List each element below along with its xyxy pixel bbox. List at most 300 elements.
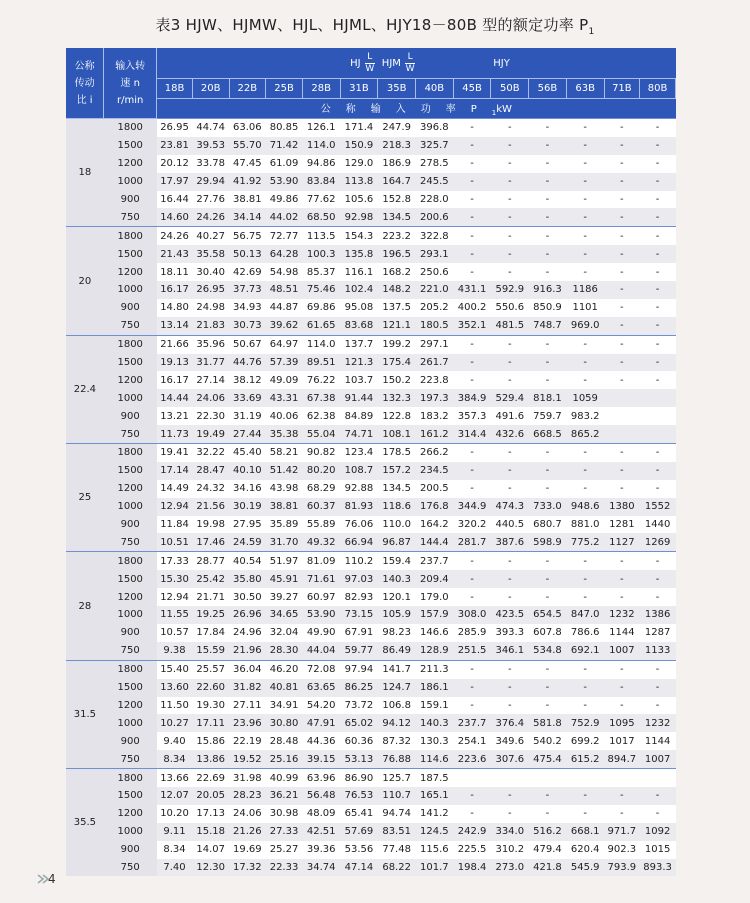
power-value-cell: - [604, 281, 640, 299]
power-value-cell: - [491, 588, 529, 606]
power-value-cell: 200.6 [416, 208, 454, 226]
power-value-cell: 14.60 [157, 208, 193, 226]
power-value-cell: 39.36 [302, 841, 340, 859]
power-value-cell: 234.5 [416, 462, 454, 480]
power-value-cell: 80.20 [302, 462, 340, 480]
power-value-cell: - [529, 371, 567, 389]
power-value-cell: 22.19 [229, 732, 266, 750]
power-value-cell: - [640, 173, 676, 191]
table-row [66, 245, 676, 263]
power-value-cell: 27.76 [192, 191, 229, 209]
size-header-cell: 56B [529, 79, 567, 99]
power-value-cell: 19.30 [192, 697, 229, 715]
power-value-cell: 27.14 [192, 371, 229, 389]
power-value-cell: 250.6 [416, 263, 454, 281]
power-value-cell: 108.1 [378, 425, 416, 443]
power-value-cell: 154.3 [340, 227, 378, 245]
power-value-cell: - [566, 805, 604, 823]
power-value-cell: 1007 [640, 750, 676, 768]
power-value-cell: - [640, 245, 676, 263]
power-value-cell: 60.97 [302, 588, 340, 606]
power-value-cell: 310.2 [491, 841, 529, 859]
speed-header: 输入转 速 n r/min [104, 48, 157, 119]
power-value-cell: - [491, 208, 529, 226]
power-value-cell: 1127 [604, 533, 640, 551]
power-label: 公称输入功率$P_1kW$ [157, 99, 676, 119]
power-value-cell: 529.4 [491, 389, 529, 407]
power-value-cell: 55.70 [229, 137, 266, 155]
power-value-cell: - [640, 335, 676, 353]
power-value-cell: 209.4 [416, 570, 454, 588]
table-row [66, 389, 676, 407]
power-value-cell: 1287 [640, 624, 676, 642]
power-value-cell: - [491, 371, 529, 389]
power-value-cell: - [640, 263, 676, 281]
power-value-cell: 45.91 [266, 570, 303, 588]
power-value-cell: 28.48 [266, 732, 303, 750]
power-value-cell: 748.7 [529, 317, 567, 335]
power-value-cell: 33.69 [229, 389, 266, 407]
power-value-cell: - [491, 155, 529, 173]
power-value-cell: - [453, 679, 491, 697]
power-value-cell: - [491, 263, 529, 281]
power-value-cell: 92.88 [340, 480, 378, 498]
power-value-cell: 11.73 [157, 425, 193, 443]
power-value-cell: 47.45 [229, 155, 266, 173]
power-value-cell: 668.1 [566, 823, 604, 841]
power-value-cell: 123.4 [340, 444, 378, 462]
power-value-cell: 25.42 [192, 570, 229, 588]
power-value-cell: 27.11 [229, 697, 266, 715]
power-value-cell: 20.12 [157, 155, 193, 173]
power-value-cell: - [453, 191, 491, 209]
power-value-cell: - [529, 263, 567, 281]
power-value-cell: 948.6 [566, 498, 604, 516]
power-value-cell: 1186 [566, 281, 604, 299]
power-value-cell: - [566, 679, 604, 697]
power-value-cell: - [566, 263, 604, 281]
speed-cell: 1200 [104, 588, 157, 606]
power-value-cell: 8.34 [157, 750, 193, 768]
power-value-cell: 140.3 [416, 714, 454, 732]
power-value-cell: 113.5 [302, 227, 340, 245]
power-value-cell: 38.12 [229, 371, 266, 389]
power-value-cell: 692.1 [566, 642, 604, 660]
power-value-cell: - [566, 227, 604, 245]
power-value-cell: - [453, 552, 491, 570]
power-value-cell: 34.65 [266, 606, 303, 624]
power-value-cell: 41.92 [229, 173, 266, 191]
power-value-cell: 8.34 [157, 841, 193, 859]
power-value-cell: 98.23 [378, 624, 416, 642]
power-value-cell: - [604, 552, 640, 570]
power-value-cell: 62.38 [302, 407, 340, 425]
power-value-cell: 293.1 [416, 245, 454, 263]
power-value-cell: 14.44 [157, 389, 193, 407]
power-value-cell: 80.85 [266, 119, 303, 137]
power-value-cell: 53.90 [266, 173, 303, 191]
power-value-cell: - [453, 208, 491, 226]
power-value-cell: 50.67 [229, 335, 266, 353]
power-value-cell: - [604, 660, 640, 678]
power-value-cell: 120.1 [378, 588, 416, 606]
speed-cell: 1800 [104, 552, 157, 570]
power-value-cell: 97.94 [340, 660, 378, 678]
power-value-cell: 116.1 [340, 263, 378, 281]
power-value-cell: 105.9 [378, 606, 416, 624]
power-value-cell: 168.2 [378, 263, 416, 281]
power-value-cell: 86.25 [340, 679, 378, 697]
power-value-cell: - [491, 462, 529, 480]
power-value-cell: 17.84 [192, 624, 229, 642]
power-value-cell: 72.08 [302, 660, 340, 678]
power-value-cell: 96.87 [378, 533, 416, 551]
power-value-cell: - [604, 208, 640, 226]
power-value-cell: 545.9 [566, 859, 604, 877]
power-value-cell: 35.89 [266, 516, 303, 534]
power-value-cell: - [566, 119, 604, 137]
power-value-cell: 146.6 [416, 624, 454, 642]
power-value-cell: - [604, 155, 640, 173]
power-value-cell: - [566, 335, 604, 353]
power-value-cell: 124.7 [378, 679, 416, 697]
power-value-cell: 16.44 [157, 191, 193, 209]
power-value-cell: 63.06 [229, 119, 266, 137]
power-value-cell: - [604, 354, 640, 372]
power-value-cell: 35.58 [192, 245, 229, 263]
power-value-cell: 121.1 [378, 317, 416, 335]
power-value-cell: 225.5 [453, 841, 491, 859]
power-value-cell: - [604, 263, 640, 281]
power-value-cell: 108.7 [340, 462, 378, 480]
power-value-cell: 479.4 [529, 841, 567, 859]
ratio-cell: 25 [66, 444, 104, 552]
table-row [66, 173, 676, 191]
power-value-cell: 65.41 [340, 805, 378, 823]
power-value-cell: - [491, 552, 529, 570]
power-value-cell: 34.74 [302, 859, 340, 877]
power-value-cell: - [453, 462, 491, 480]
power-value-cell: - [604, 371, 640, 389]
power-value-cell: - [566, 697, 604, 715]
table-row [66, 281, 676, 299]
power-value-cell: 376.4 [491, 714, 529, 732]
power-value-cell: 15.59 [192, 642, 229, 660]
power-value-cell: 55.89 [302, 516, 340, 534]
power-value-cell: 196.5 [378, 245, 416, 263]
power-value-cell: 61.65 [302, 317, 340, 335]
power-value-cell: 31.70 [266, 533, 303, 551]
power-value-cell: 95.08 [340, 299, 378, 317]
power-value-cell: - [566, 552, 604, 570]
power-value-cell: - [566, 137, 604, 155]
power-value-cell: 83.51 [378, 823, 416, 841]
power-value-cell: 14.49 [157, 480, 193, 498]
table-row [66, 335, 676, 353]
power-value-cell: - [566, 208, 604, 226]
power-value-cell: 598.9 [529, 533, 567, 551]
power-value-cell: - [640, 552, 676, 570]
power-value-cell: 32.22 [192, 444, 229, 462]
power-value-cell: 223.6 [453, 750, 491, 768]
power-value-cell: 150.9 [340, 137, 378, 155]
power-value-cell: 114.0 [302, 335, 340, 353]
power-value-cell: 159.4 [378, 552, 416, 570]
power-value-cell: 42.69 [229, 263, 266, 281]
power-value-cell: 278.5 [416, 155, 454, 173]
power-value-cell: 94.12 [378, 714, 416, 732]
ratio-cell: 18 [66, 119, 104, 227]
power-value-cell: 164.7 [378, 173, 416, 191]
power-value-cell: - [604, 119, 640, 137]
power-value-cell: 334.0 [491, 823, 529, 841]
power-value-cell [529, 769, 567, 787]
power-value-cell: 179.0 [416, 588, 454, 606]
power-value-cell: 21.66 [157, 335, 193, 353]
power-value-cell: 30.50 [229, 588, 266, 606]
power-value-cell: 67.38 [302, 389, 340, 407]
power-value-cell: 44.04 [302, 642, 340, 660]
power-value-cell: 118.6 [378, 498, 416, 516]
power-value-cell: 1059 [566, 389, 604, 407]
power-value-cell: - [604, 462, 640, 480]
power-value-cell: - [640, 281, 676, 299]
power-value-cell: 32.04 [266, 624, 303, 642]
power-value-cell: 90.82 [302, 444, 340, 462]
power-value-cell: 46.20 [266, 660, 303, 678]
power-value-cell: 13.60 [157, 679, 193, 697]
power-value-cell: 92.98 [340, 208, 378, 226]
ratio-cell: 20 [66, 227, 104, 335]
power-value-cell: 1232 [640, 714, 676, 732]
power-value-cell: 983.2 [566, 407, 604, 425]
power-value-cell: 24.96 [229, 624, 266, 642]
power-value-cell: - [640, 371, 676, 389]
power-value-cell: 26.95 [192, 281, 229, 299]
power-value-cell: - [453, 119, 491, 137]
power-value-cell: 28.47 [192, 462, 229, 480]
power-value-cell: 1101 [566, 299, 604, 317]
speed-cell: 1500 [104, 245, 157, 263]
power-value-cell: - [640, 697, 676, 715]
power-value-cell: 13.86 [192, 750, 229, 768]
power-value-cell: 1133 [640, 642, 676, 660]
speed-cell: 1500 [104, 462, 157, 480]
power-value-cell: 475.4 [529, 750, 567, 768]
power-value-cell: 128.9 [416, 642, 454, 660]
power-value-cell: 40.54 [229, 552, 266, 570]
power-value-cell: - [529, 245, 567, 263]
power-value-cell: 186.1 [416, 679, 454, 697]
power-value-cell: 24.32 [192, 480, 229, 498]
power-value-cell: 752.9 [566, 714, 604, 732]
power-value-cell: 12.94 [157, 498, 193, 516]
power-value-cell: 49.86 [266, 191, 303, 209]
power-value-cell: - [640, 462, 676, 480]
power-value-cell: 150.2 [378, 371, 416, 389]
power-value-cell: 73.15 [340, 606, 378, 624]
speed-cell: 1200 [104, 805, 157, 823]
power-value-cell: 71.61 [302, 570, 340, 588]
power-value-cell: 1095 [604, 714, 640, 732]
power-value-cell: 10.57 [157, 624, 193, 642]
speed-cell: 1500 [104, 137, 157, 155]
power-value-cell: 42.51 [302, 823, 340, 841]
power-value-cell: 81.93 [340, 498, 378, 516]
power-value-cell: - [640, 588, 676, 606]
power-value-cell: 198.4 [453, 859, 491, 877]
power-value-cell: 152.8 [378, 191, 416, 209]
power-value-cell: - [640, 444, 676, 462]
ratio-cell: 35.5 [66, 769, 104, 877]
power-value-cell: - [566, 155, 604, 173]
power-value-cell: 261.7 [416, 354, 454, 372]
power-value-cell: 24.59 [229, 533, 266, 551]
power-value-cell: 27.95 [229, 516, 266, 534]
table-row [66, 823, 676, 841]
power-value-cell [604, 407, 640, 425]
power-value-cell: 10.27 [157, 714, 193, 732]
power-value-cell: 157.9 [416, 606, 454, 624]
power-value-cell: 30.40 [192, 263, 229, 281]
power-value-cell: 161.2 [416, 425, 454, 443]
power-value-cell: 218.3 [378, 137, 416, 155]
power-value-cell: - [529, 480, 567, 498]
power-value-cell: - [491, 119, 529, 137]
power-value-cell: 223.8 [416, 371, 454, 389]
power-value-cell: 89.51 [302, 354, 340, 372]
power-value-cell: - [604, 570, 640, 588]
power-value-cell: 75.46 [302, 281, 340, 299]
power-value-cell: - [529, 552, 567, 570]
power-value-cell: - [529, 444, 567, 462]
power-value-cell: 14.07 [192, 841, 229, 859]
power-value-cell: - [604, 805, 640, 823]
table-row [66, 354, 676, 372]
power-value-cell: 140.3 [378, 570, 416, 588]
speed-cell: 900 [104, 732, 157, 750]
power-value-cell: 516.2 [529, 823, 567, 841]
power-value-cell: - [453, 480, 491, 498]
speed-cell: 900 [104, 407, 157, 425]
speed-cell: 1000 [104, 498, 157, 516]
size-header-cell: 63B [566, 79, 604, 99]
power-value-cell: 19.69 [229, 841, 266, 859]
power-value-cell: 28.23 [229, 787, 266, 805]
speed-cell: 750 [104, 750, 157, 768]
power-value-cell: - [566, 462, 604, 480]
table-row [66, 227, 676, 245]
power-value-cell: 35.80 [229, 570, 266, 588]
power-value-cell: 171.4 [340, 119, 378, 137]
power-value-cell: 534.8 [529, 642, 567, 660]
power-value-cell: 13.66 [157, 769, 193, 787]
power-value-cell: 47.14 [340, 859, 378, 877]
power-value-cell: 22.69 [192, 769, 229, 787]
power-value-cell: - [566, 660, 604, 678]
power-value-cell: 281.7 [453, 533, 491, 551]
power-value-cell: 27.44 [229, 425, 266, 443]
speed-cell: 1500 [104, 679, 157, 697]
power-value-cell: 39.27 [266, 588, 303, 606]
power-value-cell: 28.77 [192, 552, 229, 570]
power-value-cell: 15.86 [192, 732, 229, 750]
power-value-cell: 77.62 [302, 191, 340, 209]
power-value-cell: 15.18 [192, 823, 229, 841]
power-value-cell: 38.81 [229, 191, 266, 209]
table-title: 表3 HJW、HJMW、HJL、HJML、HJY18－80B 型的额定功率 $P_1$ [155, 16, 595, 37]
power-value-cell: 110.0 [378, 516, 416, 534]
power-value-cell: 97.03 [340, 570, 378, 588]
table-row [66, 462, 676, 480]
power-value-cell: 699.2 [566, 732, 604, 750]
power-value-cell: 141.2 [416, 805, 454, 823]
power-value-cell: - [604, 588, 640, 606]
power-value-cell: 31.82 [229, 679, 266, 697]
power-value-cell: 200.5 [416, 480, 454, 498]
power-value-cell: - [453, 787, 491, 805]
power-value-cell: 205.2 [416, 299, 454, 317]
power-value-cell: 110.7 [378, 787, 416, 805]
power-value-cell: 620.4 [566, 841, 604, 859]
power-value-cell: - [491, 679, 529, 697]
power-value-cell: 114.0 [302, 137, 340, 155]
power-value-cell: 969.0 [566, 317, 604, 335]
ratio-cell: 28 [66, 552, 104, 660]
power-value-cell: 31.98 [229, 769, 266, 787]
table-row [66, 208, 676, 226]
power-value-cell: 432.6 [491, 425, 529, 443]
power-value-cell: 16.17 [157, 281, 193, 299]
power-value-cell: 159.1 [416, 697, 454, 715]
power-value-cell: - [529, 697, 567, 715]
power-value-cell: 141.7 [378, 660, 416, 678]
speed-cell: 1200 [104, 263, 157, 281]
power-value-cell: 35.38 [266, 425, 303, 443]
power-value-cell: 129.0 [340, 155, 378, 173]
table-row [66, 660, 676, 678]
power-value-cell: - [453, 137, 491, 155]
power-value-cell [640, 769, 676, 787]
power-value-cell: - [529, 354, 567, 372]
power-value-cell: 178.5 [378, 444, 416, 462]
power-value-cell: 24.98 [192, 299, 229, 317]
speed-cell: 1000 [104, 606, 157, 624]
power-value-cell: 55.04 [302, 425, 340, 443]
power-value-cell: 84.89 [340, 407, 378, 425]
power-value-cell: - [529, 335, 567, 353]
power-value-cell: 1144 [604, 624, 640, 642]
power-value-cell: 130.3 [416, 732, 454, 750]
size-header-cell: 71B [604, 79, 640, 99]
power-value-cell: 759.7 [529, 407, 567, 425]
power-value-cell: 39.62 [266, 317, 303, 335]
power-value-cell: 69.86 [302, 299, 340, 317]
power-value-cell: 122.8 [378, 407, 416, 425]
power-value-cell [640, 425, 676, 443]
power-value-cell: 474.3 [491, 498, 529, 516]
power-value-cell: 67.91 [340, 624, 378, 642]
power-value-cell: - [491, 787, 529, 805]
table-row [66, 317, 676, 335]
power-value-cell: 125.7 [378, 769, 416, 787]
power-value-cell: 28.30 [266, 642, 303, 660]
power-value-cell: - [453, 805, 491, 823]
power-value-cell: 187.5 [416, 769, 454, 787]
power-value-cell: - [529, 660, 567, 678]
speed-cell: 1800 [104, 227, 157, 245]
power-value-cell: - [529, 137, 567, 155]
